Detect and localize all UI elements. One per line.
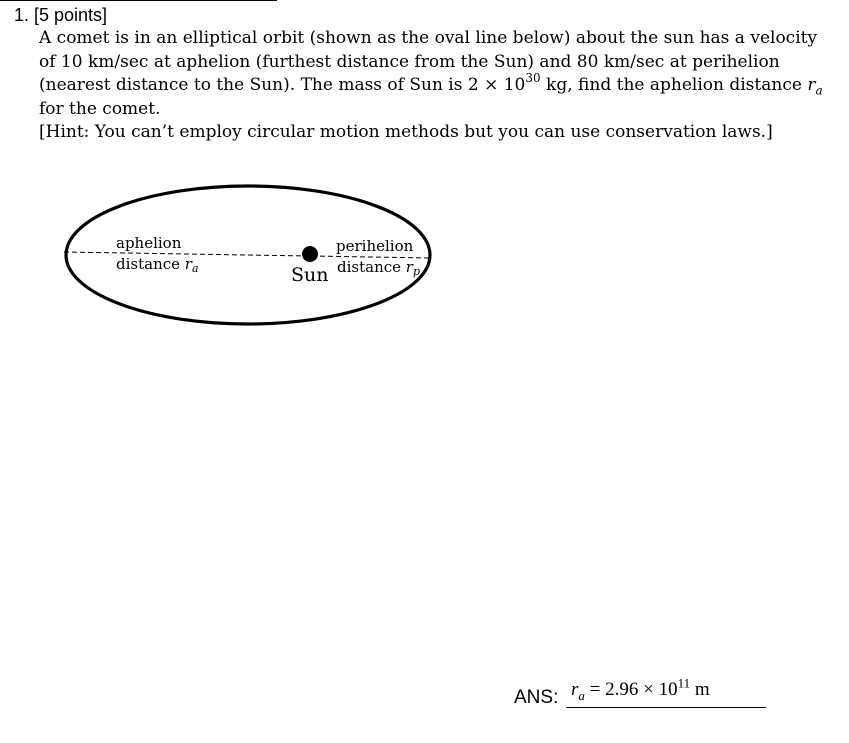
statement-part-2: kg, find the aphelion distance: [540, 75, 808, 95]
perihelion-label: perihelion: [336, 237, 414, 255]
mass-exponent: 30: [525, 71, 541, 86]
statement-part-1: A comet is in an elliptical orbit (shown as the oval line below) about the sun has a velocity of 10 km/sec at aphelion (furthest distance from the Sun) and 80 km/sec at perihelion (nearest distance to the Sun). The mass of Sun is 2 × 10: [39, 28, 818, 95]
answer-unit: m: [690, 679, 710, 700]
answer-line: [566, 707, 766, 708]
answer-exponent: 11: [677, 675, 691, 691]
question-number: 1. [5 points]: [14, 5, 108, 25]
statement-part-3: for the comet.: [39, 98, 161, 119]
ra-variable: $r_a$: [807, 75, 823, 98]
answer-variable: $r_a$: [571, 679, 585, 703]
answer-number: = 2.96 × 10: [584, 679, 678, 700]
sun-label: Sun: [291, 264, 329, 286]
aphelion-distance-label: distance $r_a$: [116, 255, 199, 275]
answer-value: [571, 675, 710, 703]
aphelion-label: aphelion: [116, 234, 182, 252]
sun-dot: [302, 246, 318, 262]
perihelion-distance-label: distance $r_p$: [337, 258, 421, 278]
hint-text: [Hint: You can’t employ circular motion methods but you can use conservation laws.]: [39, 122, 773, 142]
answer-label: ANS:: [514, 687, 559, 708]
